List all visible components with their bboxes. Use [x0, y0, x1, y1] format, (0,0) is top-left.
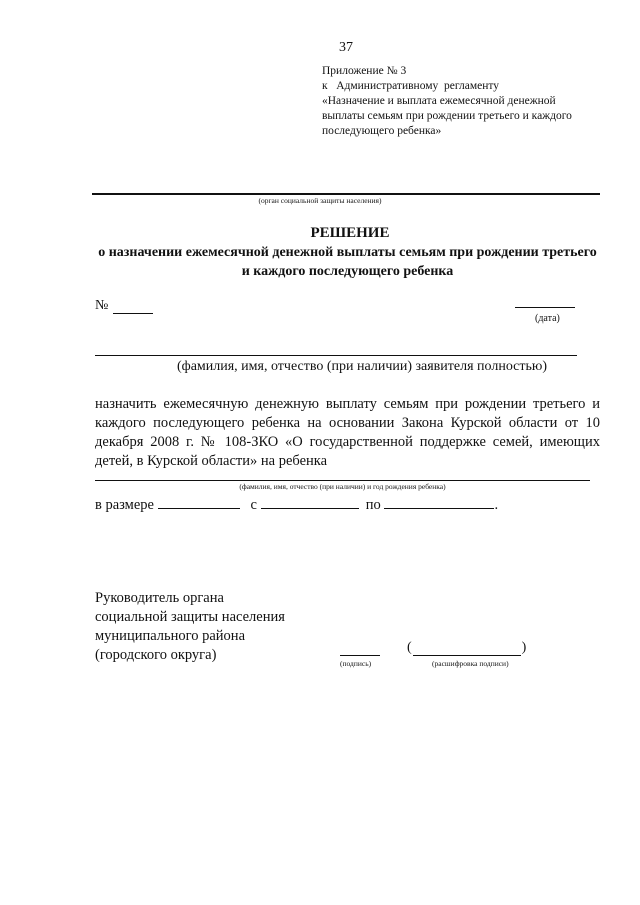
date-caption: (дата) [535, 313, 560, 324]
document-title: РЕШЕНИЕ [310, 225, 390, 241]
number-label: № [95, 298, 109, 313]
signature-blank-line [340, 655, 380, 656]
to-label: по [365, 497, 381, 513]
child-caption: (фамилия, имя, отчество (при наличии) и год рождения ребенка) [239, 482, 446, 491]
decoding-brackets [407, 640, 526, 656]
decoding-blank-line [413, 655, 521, 656]
appendix-line: «Назначение и выплата ежемесячной денежной [322, 95, 556, 107]
document-subtitle: о назначении ежемесячной денежной выплаты семьям при рождении третьего и каждого последующего ребенка [98, 245, 597, 279]
head-line: муниципального района [95, 628, 245, 644]
decoding-open-bracket: ( [407, 640, 412, 655]
from-label: с [250, 497, 257, 513]
amount-blank-line [158, 494, 240, 509]
decoding-close-bracket: ) [521, 640, 527, 655]
applicant-blank-line [95, 355, 577, 356]
head-line: социальной защиты населения [95, 609, 285, 625]
page-number: 37 [339, 40, 353, 55]
org-blank-line [92, 193, 600, 195]
appendix-line: Приложение № 3 [322, 65, 407, 77]
head-of-organ-block [95, 589, 285, 665]
amount-label: в размере [95, 497, 154, 513]
appendix-line: последующего ребенка» [322, 125, 442, 137]
number-blank-line [113, 313, 153, 314]
decision-body-text: назначить ежемесячную денежную выплату семьям при рождении третьего и каждого последующего ребенка на основании Закона Курской области от 10 декабря 2008 г. № 108-ЗКО «О государственной поддержке семей, имеющих детей, в Курской области» на ребенка [95, 396, 600, 469]
applicant-caption: (фамилия, имя, отчество (при наличии) заявителя полностью) [176, 359, 548, 374]
amount-row [95, 494, 498, 514]
org-caption: (орган социальной защиты населения) [258, 196, 382, 205]
amount-end: . [494, 497, 499, 513]
head-line: Руководитель органа [95, 590, 224, 606]
head-line: (городского округа) [95, 647, 217, 663]
decoding-caption: (расшифровка подписи) [432, 659, 509, 668]
child-blank-line [95, 480, 590, 481]
signature-caption: (подпись) [340, 659, 372, 668]
appendix-line: к Административному регламенту [322, 80, 499, 92]
appendix-line: выплаты семьям при рождении третьего и каждого [322, 110, 572, 122]
from-date-blank-line [261, 494, 359, 509]
date-blank-line [515, 307, 575, 308]
appendix-reference [322, 64, 602, 139]
to-date-blank-line [384, 494, 494, 509]
